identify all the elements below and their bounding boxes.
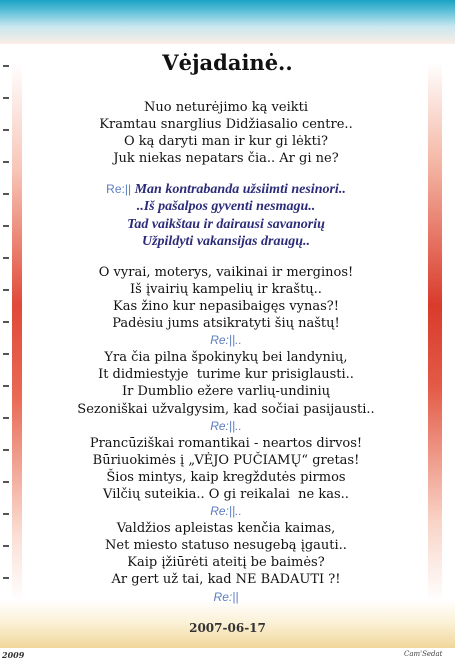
poem-line: Iš įvairių kampelių ir kraštų..	[130, 281, 322, 297]
refrain-text: Man kontrabanda užsiimti nesinori..	[131, 182, 346, 198]
poem-line: Juk niekas nepatars čia.. Ar gi ne?	[113, 151, 339, 167]
right-decorative-stripe	[428, 62, 442, 602]
poem-date: 2007-06-17	[189, 621, 266, 635]
poem-title: Vėjadainė..	[162, 50, 293, 75]
ruler-mark	[3, 193, 9, 195]
ruler-mark	[3, 545, 9, 547]
poem-line: Kramtau snarglius Didžiasalio centre..	[99, 117, 353, 133]
refrain-marker: Re:||..	[210, 418, 242, 433]
poem-line: Kaip įžiūrėti ateitį be baimės?	[127, 555, 325, 571]
poem-line: Net miesto statuso nesugebą įgauti..	[105, 538, 347, 554]
ruler-mark	[3, 321, 9, 323]
poem-line: It didmiestyje turime kur prisiglausti..	[98, 367, 354, 383]
poem-line: Nuo neturėjimo ką veikti	[144, 100, 308, 115]
refrain-line: ..Iš pašalpos gyventi nesmagu..	[136, 199, 316, 215]
side-ruler	[2, 45, 11, 600]
ruler-mark	[3, 225, 9, 227]
poem-line: Prancūziškai romantikai - neartos dirvos!	[89, 435, 363, 451]
refrain-marker: Re:||	[213, 589, 239, 604]
poem-line: O ką daryti man ir kur gi lėkti?	[123, 134, 329, 150]
poem-line: Būriuokimės į „VĖJO PUČIAMŲ“ gretas!	[92, 452, 360, 468]
ruler-mark	[3, 417, 9, 419]
poem-line: Šios mintys, kaip kregždutės pirmos	[106, 469, 346, 485]
ruler-mark	[3, 385, 9, 387]
poem-line: Sezoniškai užvalgysim, kad sočiai pasijausti..	[77, 401, 375, 417]
refrain-line	[22, 181, 430, 198]
stanza-gap	[22, 167, 430, 181]
ruler-mark	[3, 353, 9, 355]
poem-body	[22, 99, 430, 606]
ruler-mark	[3, 513, 9, 515]
poem-line: Ar gert už tai, kad NE BADAUTI ?!	[111, 572, 341, 588]
ruler-mark	[3, 577, 9, 579]
poem-line: Ir Dumblio ežere varlių-undinių	[122, 384, 330, 400]
ruler-mark	[3, 161, 9, 163]
ruler-mark	[3, 449, 9, 451]
ruler-mark	[3, 481, 9, 483]
poem-line: Padėsiu jums atsikratyti šių naštų!	[112, 316, 340, 332]
poem-line: Kas žino kur nepasibaigęs vynas?!	[113, 298, 339, 314]
stanza-gap	[22, 250, 430, 264]
footer-year: 2009	[2, 650, 25, 660]
top-gradient-band	[0, 0, 455, 44]
poem-line: O vyrai, moterys, vaikinai ir merginos!	[98, 264, 354, 280]
refrain-line: Tad vaikštau ir dairausi savanorių	[127, 216, 325, 232]
poem-line: Valdžios apleistas kenčia kaimas,	[116, 521, 336, 537]
ruler-mark	[3, 289, 9, 291]
poem-line: Yra čia pilna špokinykų bei landynių,	[104, 350, 348, 366]
author-signature: Cam'Sedat	[404, 650, 443, 658]
refrain-marker: Re:||..	[210, 333, 242, 348]
ruler-mark	[3, 97, 9, 99]
ruler-mark	[3, 257, 9, 259]
refrain-line: Užpildyti vakansijas draugų..	[141, 233, 311, 249]
poem-line: Vilčių suteikia.. O gi reikalai ne kas..	[103, 486, 349, 502]
refrain-marker: Re:||	[106, 182, 132, 197]
left-decorative-stripe	[12, 62, 22, 602]
ruler-mark	[3, 129, 9, 131]
refrain-marker: Re:||..	[210, 504, 242, 519]
